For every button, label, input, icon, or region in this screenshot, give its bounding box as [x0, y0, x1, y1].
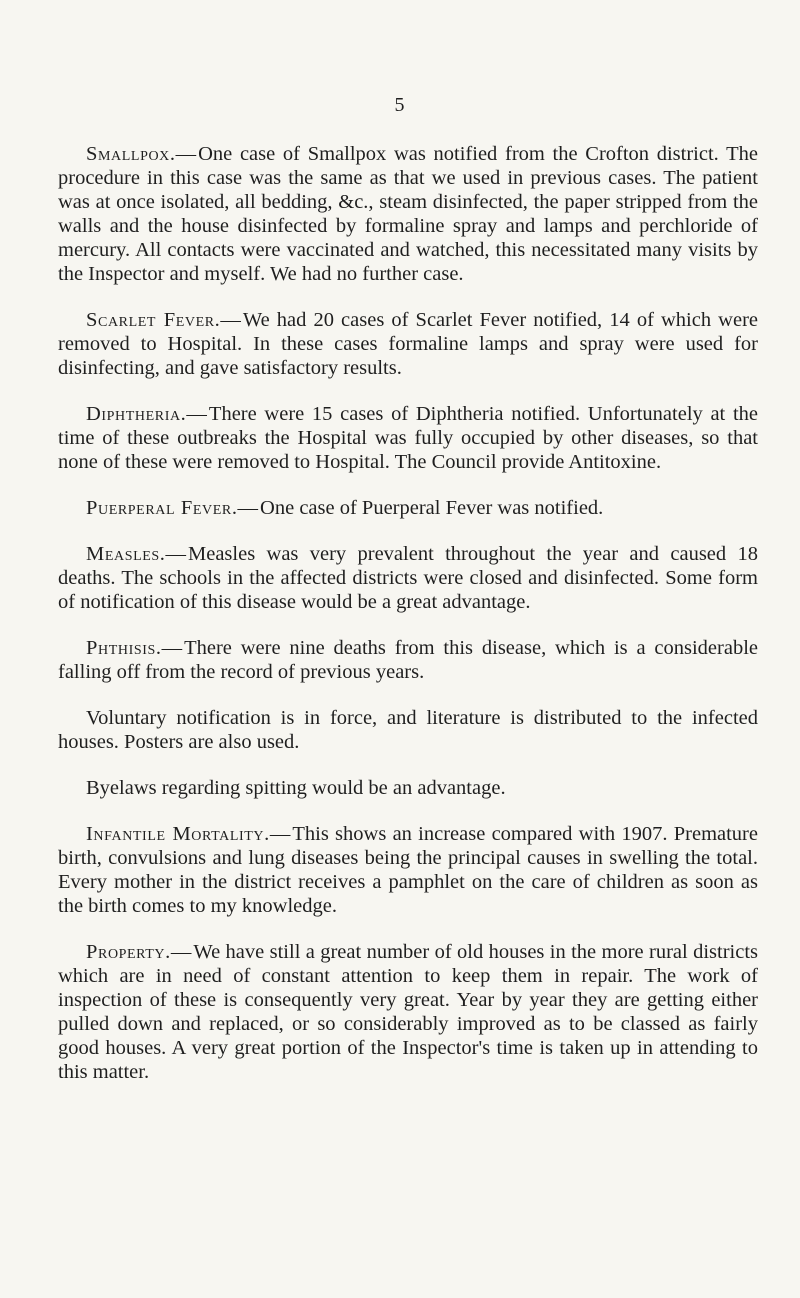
dash: — — [186, 403, 207, 425]
paragraph-diphtheria — [58, 402, 758, 474]
paragraph-measles — [58, 542, 758, 614]
body-text-diphtheria: There were 15 cases of Diphtheria notified. Unfortunately at the time of these outbreaks the Hospital was fully occupied by other diseases, so that none of these were removed to Hospital. The Council provide Antitoxine. — [58, 403, 758, 473]
dash: — — [175, 143, 197, 165]
paragraph-phthisis — [58, 636, 758, 684]
dash: — — [237, 497, 259, 519]
body-text-scarlet-fever: We had 20 cases of Scarlet Fever notified, 14 of which were removed to Hospital. In these cases formaline lamps and spray were used for disinfecting, and gave satisfactory results. — [58, 309, 758, 379]
paragraph-property — [58, 940, 758, 1084]
body-text-voluntary-notification: Voluntary notification is in force, and literature is distributed to the infected houses. Posters are also used. — [58, 707, 758, 753]
document-body — [58, 88, 758, 1106]
heading-infantile-mortality: Infantile Mortality. — [86, 823, 270, 845]
dash: — — [220, 309, 241, 331]
heading-puerperal-fever: Puerperal Fever. — [86, 497, 238, 519]
paragraph-smallpox — [58, 142, 758, 286]
paragraph-byelaws — [58, 776, 758, 800]
body-text-infantile-mortality: This shows an increase compared with 1907. Premature birth, convulsions and lung diseases being the principal causes in swelling the total. Every mother in the district receives a pamphlet on the care of children as soon as the birth comes to my knowledge. — [58, 823, 758, 917]
heading-smallpox: Smallpox. — [86, 143, 176, 165]
body-text-measles: Measles was very prevalent throughout the year and caused 18 deaths. The schools in the affected districts were closed and disinfected. Some form of notification of this disease would be a great advantage. — [58, 543, 758, 613]
paragraph-infantile-mortality — [58, 822, 758, 918]
top-spacer — [58, 88, 758, 142]
heading-scarlet-fever: Scarlet Fever. — [86, 309, 221, 331]
heading-diphtheria: Diphtheria. — [86, 403, 187, 425]
heading-measles: Measles. — [86, 543, 166, 565]
body-text-smallpox: One case of Smallpox was notified from the Crofton district. The procedure in this case was the same as that we used in previous cases. The patient was at once isolated, all bedding, &c., steam disinfected, the paper stripped from the walls and the house disinfected by formaline spray and lamps and perchloride of mercury. All contacts were vaccinated and watched, this necessitated many visits by the Inspector and myself. We had no further case. — [58, 143, 758, 285]
dash: — — [170, 941, 192, 963]
body-text-property: We have still a great number of old houses in the more rural districts which are in need of constant attention to keep them in repair. The work of inspection of these is consequently very great. Year by year they are getting either pulled down and replaced, or so considerably improved as to be classed as fairly good houses. A very great portion of the Inspector's time is taken up in attending to this matter. — [58, 941, 758, 1083]
heading-property: Property. — [86, 941, 171, 963]
paragraph-voluntary-notification — [58, 706, 758, 754]
paragraph-puerperal-fever — [58, 496, 758, 520]
dash: — — [165, 543, 186, 565]
dash: — — [269, 823, 291, 845]
page-number: 5 — [394, 94, 406, 116]
body-text-phthisis: There were nine deaths from this disease, which is a considerable falling off from the record of previous years. — [58, 637, 758, 683]
heading-phthisis: Phthisis. — [86, 637, 162, 659]
dash: — — [161, 637, 183, 659]
body-text-puerperal-fever: One case of Puerperal Fever was notified. — [260, 497, 604, 519]
body-text-byelaws: Byelaws regarding spitting would be an advantage. — [86, 777, 506, 799]
paragraph-scarlet-fever — [58, 308, 758, 380]
